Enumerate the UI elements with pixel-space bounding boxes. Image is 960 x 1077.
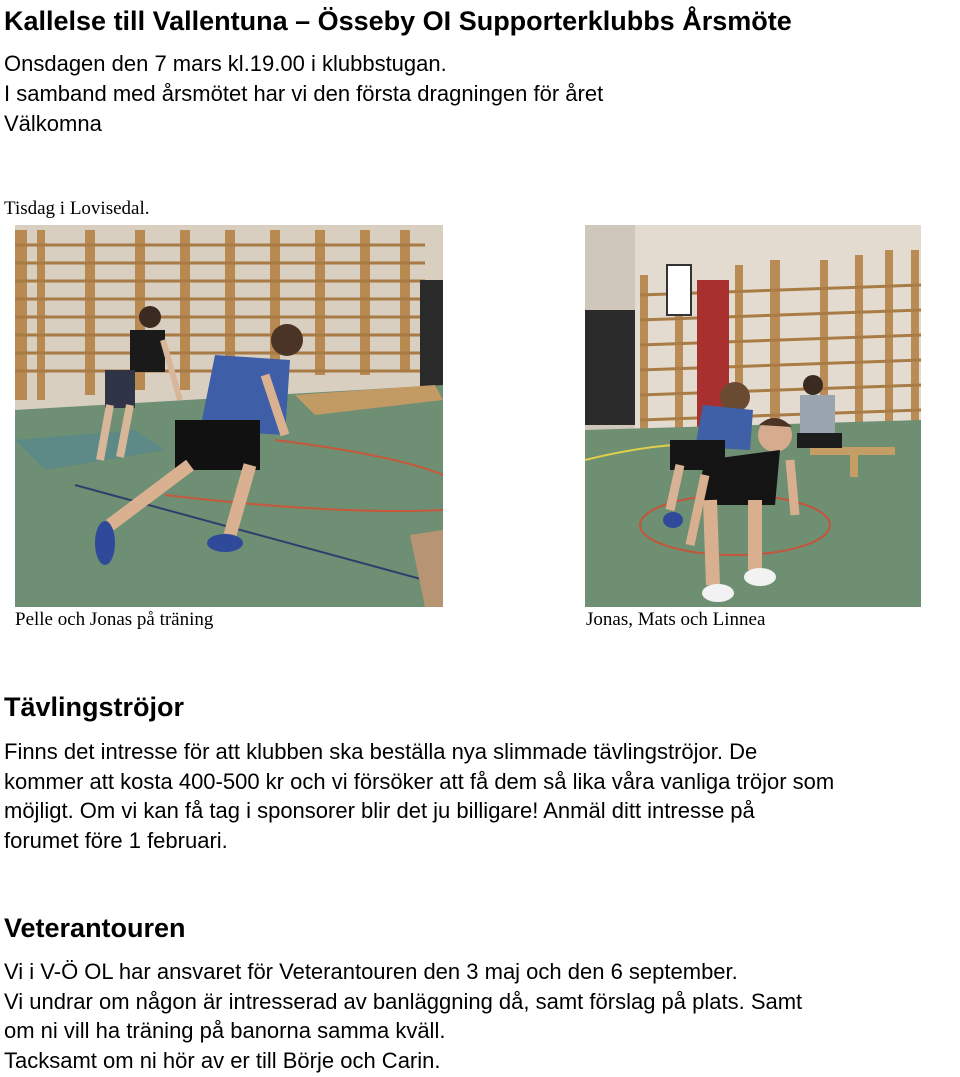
paragraph-line: kommer att kosta 400-500 kr och vi försöker att få dem så lika våra vanliga tröjor som (4, 768, 835, 794)
intro-line: Onsdagen den 7 mars kl.19.00 i klubbstugan. (4, 51, 447, 76)
paragraph-line: Vi i V-Ö OL har ansvaret för Veterantouren den 3 maj och den 6 september. (4, 959, 738, 984)
section-body-tavlingstrojor (4, 737, 834, 856)
intro-line: I samband med årsmötet har vi den första dragningen för året (4, 81, 604, 106)
photo-training (15, 225, 443, 607)
section-body-veterantouren (4, 957, 802, 1076)
photo-caption: Jonas, Mats och Linnea (586, 609, 766, 630)
photo-group (585, 225, 921, 607)
gallery-subtitle: Tisdag i Lovisedal. (4, 198, 150, 219)
page-title: Kallelse till Vallentuna – Össeby OI Supporterklubbs Årsmöte (4, 6, 792, 36)
photo-caption: Pelle och Jonas på träning (15, 609, 214, 630)
intro-line: Välkomna (4, 111, 102, 136)
paragraph-line: om ni vill ha träning på banorna samma kväll. (4, 1018, 446, 1044)
paragraph-line: möjligt. Om vi kan få tag i sponsorer blir det ju billigare! Anmäl ditt intresse på (4, 798, 755, 824)
paragraph-line: forumet före 1 februari. (4, 828, 228, 854)
paragraph-line: Finns det intresse för att klubben ska beställa nya slimmade tävlingströjor. De (4, 739, 758, 764)
paragraph-line: Vi undrar om någon är intresserad av banläggning då, samt förslag på plats. Samt (4, 988, 803, 1014)
paragraph-line: Tacksamt om ni hör av er till Börje och Carin. (4, 1048, 441, 1074)
intro-block (4, 49, 603, 139)
section-heading-tavlingstrojor: Tävlingströjor (4, 692, 185, 722)
section-heading-veterantouren: Veterantouren (4, 913, 186, 943)
